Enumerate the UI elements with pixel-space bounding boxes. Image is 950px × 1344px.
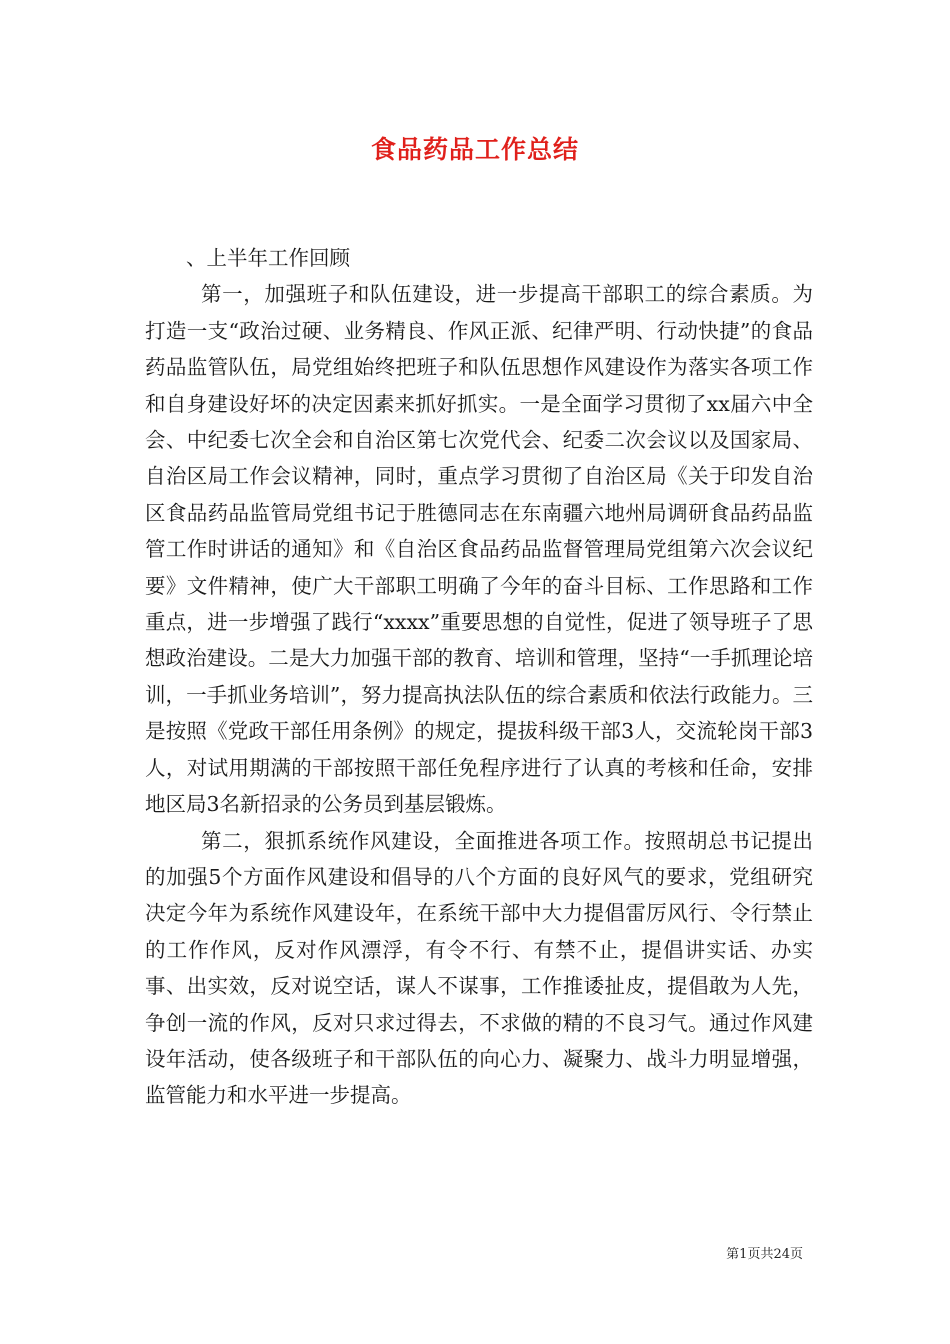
page-number: 第1页共24页	[726, 1247, 803, 1262]
paragraph-1: 第一，加强班子和队伍建设，进一步提高干部职工的综合素质。为打造一支“政治过硬、业务精良、作风正派、纪律严明、行动快捷”的食品药品监管队伍，局党组始终把班子和队伍思想作风建设作为落实各项工作和自身建设好坏的决定因素来抓好抓实。一是全面学习贯彻了xx届六中全会、中纪委七次全会和自治区第七次党代会、纪委二次会议以及国家局、自治区局工作会议精神，同时，重点学习贯彻了自治区局《关于印发自治区食品药品监管局党组书记于胜德同志在东南疆六地州局调研食品药品监管工作时讲话的通知》和《自治区食品药品监督管理局党组第六次会议纪要》文件精神，使广大干部职工明确了今年的奋斗目标、工作思路和工作重点，进一步增强了践行“xxxx”重要思想的自觉性，促进了领导班子了思想政治建设。二是大力加强干部的教育、培训和管理，坚持“一手抓理论培训，一手抓业务培训”，努力提高执法队伍的综合素质和依法行政能力。三是按照《党政干部任用条例》的规定，提拔科级干部3人，交流轮岗干部3人，对试用期满的干部按照干部任免程序进行了认真的考核和任命，安排地区局3名新招录的公务员到基层锻炼。	[145, 282, 813, 817]
paragraph-2: 第二，狠抓系统作风建设，全面推进各项工作。按照胡总书记提出的加强5个方面作风建设和倡导的八个方面的良好风气的要求，党组研究决定今年为系统作风建设年，在系统干部中大力提倡雷厉风行、令行禁止的工作作风，反对作风漂浮，有令不行、有禁不止，提倡讲实话、办实事、出实效，反对说空话，谋人不谋事，工作推诿扯皮，提倡敢为人先，争创一流的作风，反对只求过得去，不求做的精的不良习气。通过作风建设年活动，使各级班子和干部队伍的向心力、凝聚力、战斗力明显增强，监管能力和水平进一步提高。	[145, 828, 813, 1108]
document-body	[145, 240, 813, 1114]
document-title: 食品药品工作总结	[370, 135, 579, 164]
section-heading: 、上半年工作回顾	[186, 246, 350, 270]
